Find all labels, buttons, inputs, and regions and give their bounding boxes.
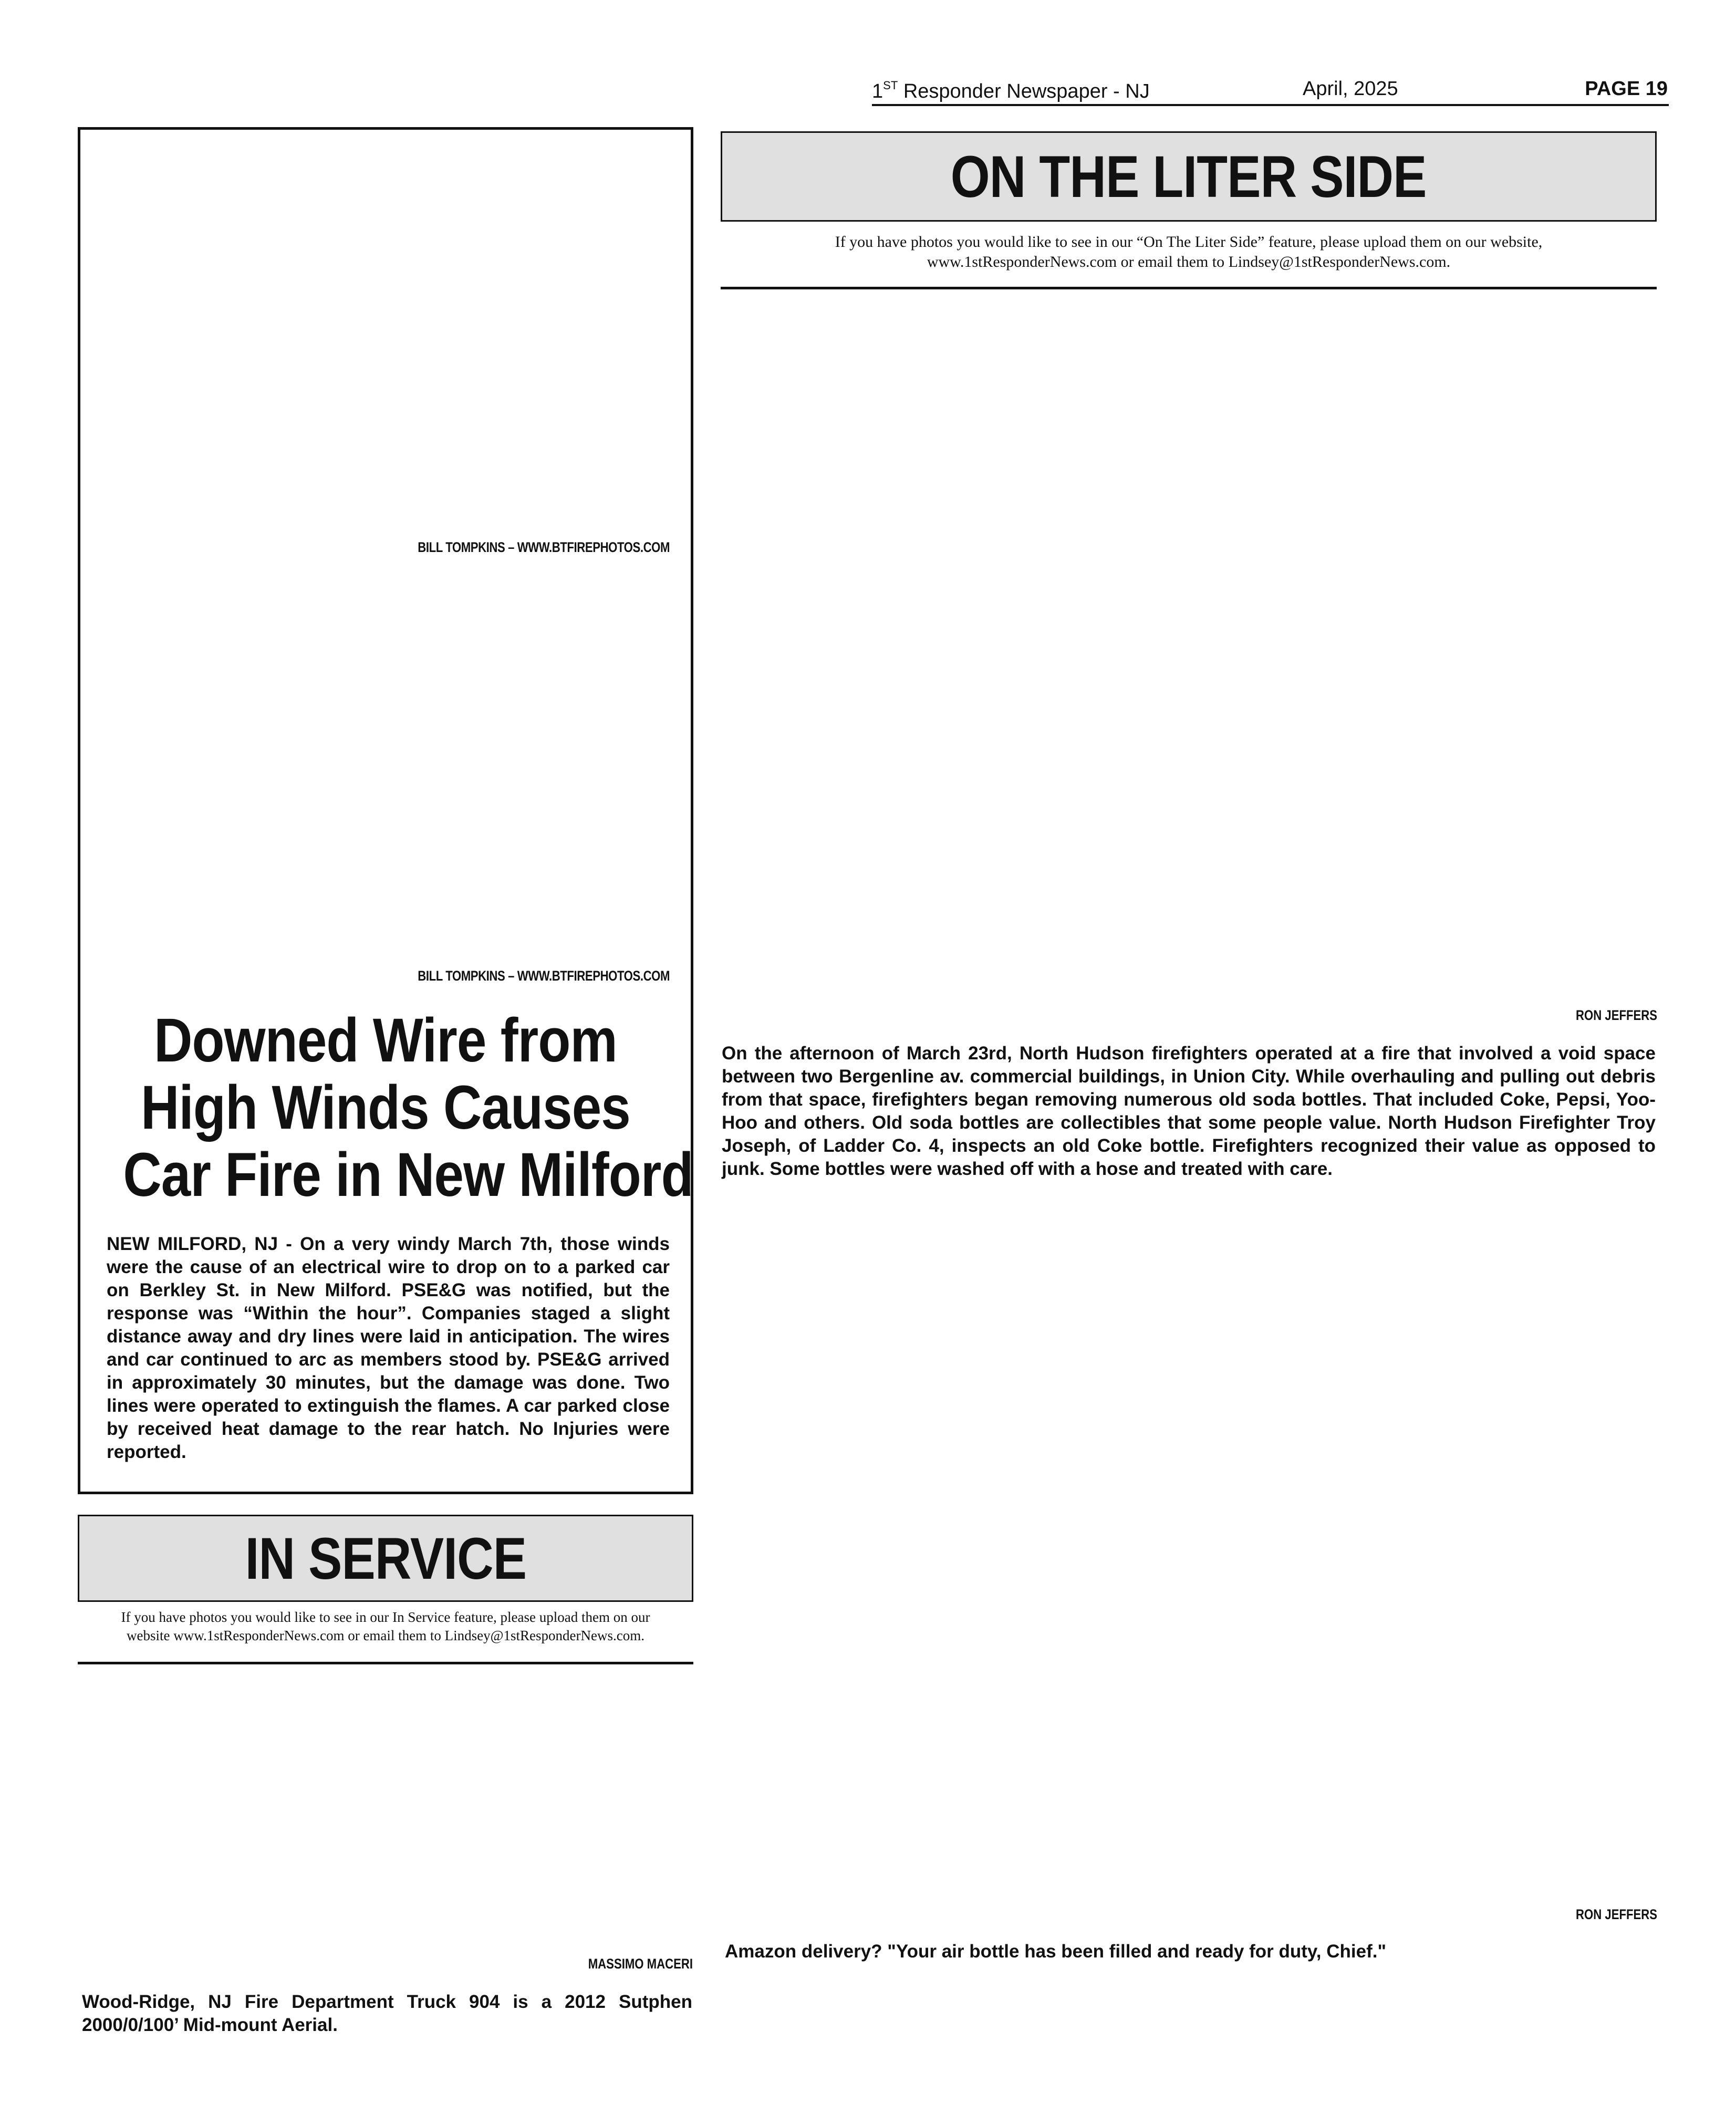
paper-name xyxy=(872,79,1198,103)
promo-line: website www.1stResponderNews.com or email them to Lindsey@1stResponderNews.com. xyxy=(127,1628,644,1643)
liter-side-promo xyxy=(721,232,1657,272)
paper-name-text: Responder Newspaper - NJ xyxy=(898,80,1150,102)
photo-caption: Amazon delivery? "Your air bottle has been filled and ready for duty, Chief." xyxy=(725,1941,1387,1962)
promo-line: If you have photos you would like to see in our “On The Liter Side” feature, please upload them on our website, xyxy=(835,233,1543,251)
issue-date: April, 2025 xyxy=(1303,78,1398,100)
photo-credit: BILL TOMPKINS – WWW.BTFIREPHOTOS.COM xyxy=(418,539,670,555)
photo-caption: On the afternoon of March 23rd, North Hudson firefighters operated at a fire that involved a void space between two Bergenline av. commercial buildings, in Union City. While overhauling and pulling out debris from that space, firefighters began removing numerous old soda bottles. That included Coke, Pepsi, Yoo-Hoo and others. Old soda bottles are collectibles that some people value. North Hudson Firefighter Troy Joseph, of Ladder Co. 4, inspects an old Coke bottle. Firefighters recognized their value as opposed to junk. Some bottles were washed off with a hose and treated with care. xyxy=(722,1043,1656,1179)
in-service-promo xyxy=(78,1608,693,1645)
paper-name-superscript: ST xyxy=(883,79,898,92)
headline-line: High Winds Causes xyxy=(141,1073,630,1142)
page-number: PAGE 19 xyxy=(1585,78,1668,100)
photo-caption: Wood-Ridge, NJ Fire Department Truck 904 is a 2012 Sutphen 2000/0/100’ Mid-mount Aerial. xyxy=(82,1992,692,2035)
headline-line: Downed Wire from xyxy=(154,1006,617,1075)
header-rule xyxy=(872,104,1669,106)
photo-credit: RON JEFFERS xyxy=(1575,1007,1657,1023)
promo-line: www.1stResponderNews.com or email them to Lindsey@1stResponderNews.com. xyxy=(927,253,1451,270)
liter-side-banner xyxy=(721,131,1657,222)
promo-line: If you have photos you would like to see in our In Service feature, please upload them on our xyxy=(121,1609,650,1625)
headline-line: Car Fire in New Milford xyxy=(123,1140,693,1210)
section-rule xyxy=(78,1662,693,1664)
in-service-banner xyxy=(78,1515,693,1602)
paper-name-prefix: 1 xyxy=(872,80,883,102)
photo-credit: MASSIMO MACERI xyxy=(588,1956,693,1972)
section-title: IN SERVICE xyxy=(245,1525,526,1591)
photo-credit: BILL TOMPKINS – WWW.BTFIREPHOTOS.COM xyxy=(418,968,670,984)
story-headline xyxy=(80,1007,691,1209)
story-box xyxy=(78,127,693,1494)
photo-credit: RON JEFFERS xyxy=(1575,1907,1657,1922)
section-title: ON THE LITER SIDE xyxy=(951,143,1427,210)
story-body: NEW MILFORD, NJ - On a very windy March 7th, those winds were the cause of an electrical wire to drop on to a parked car on Berkley St. in New Milford. PSE&G was notified, but the response was “Within the hour”. Companies staged a slight distance away and dry lines were laid in anticipation. The wires and car continued to arc as members stood by. PSE&G arrived in approximately 30 minutes, but the damage was done. Two lines were operated to extinguish the flames. A car parked close by received heat damage to the rear hatch. No Injuries were reported. xyxy=(107,1234,670,1462)
section-rule xyxy=(721,287,1657,289)
